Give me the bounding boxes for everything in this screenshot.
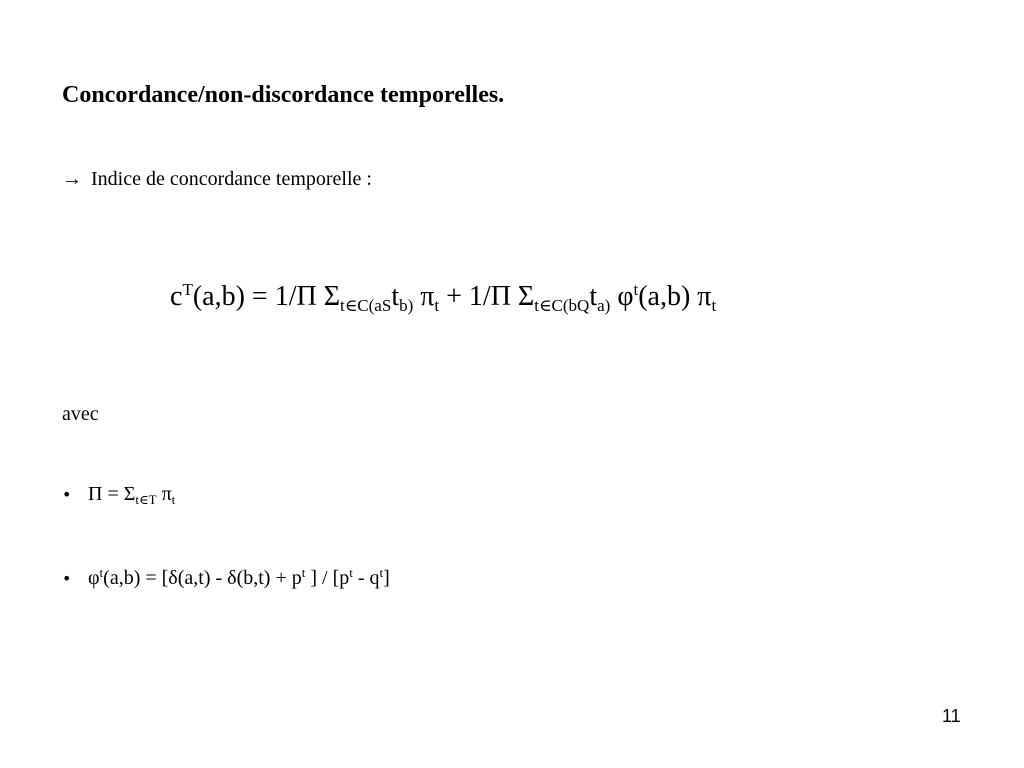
slide-title: Concordance/non-discordance temporelles.: [62, 82, 505, 108]
formula-sum1-tsub: b): [399, 296, 414, 315]
bullet2-part2: ] / [p: [305, 567, 350, 589]
bullet2-part3: - q: [352, 567, 380, 589]
subtitle: [62, 168, 372, 191]
bullet2-q-sup: t: [379, 565, 384, 580]
bullet-icon: •: [62, 485, 72, 504]
bullet-phi-definition: [62, 565, 390, 590]
formula-sum2-tsub: a): [597, 296, 611, 315]
bullet1-pi-sub: t: [171, 492, 176, 507]
bullet2-part4: ]: [383, 567, 390, 589]
bullet1-pi: π: [156, 483, 172, 505]
bullet2-p-sup: t: [301, 565, 306, 580]
formula-pi1-sub: t: [434, 296, 440, 315]
formula-sum1-sub: t∈C(aS: [340, 296, 392, 315]
bullet2-part1: (a,b) = [δ(a,t) - δ(b,t) + p: [103, 567, 302, 589]
avec-label: avec: [62, 403, 99, 425]
formula-pi2-sub: t: [711, 296, 717, 315]
formula-c: c: [170, 281, 183, 312]
bullet2-p2-sup: t: [349, 565, 353, 580]
formula-c-sup: T: [182, 280, 193, 299]
bullet-pi-definition: [62, 483, 175, 508]
formula-sum1-t: t: [391, 281, 400, 312]
right-arrow-icon: →: [62, 168, 82, 190]
bullet1-sub: t∈T: [135, 492, 157, 507]
formula-part1: (a,b) = 1/Π Σ: [192, 281, 340, 312]
formula-part3: (a,b) π: [638, 281, 712, 312]
page-number: 11: [942, 706, 961, 726]
concordance-formula: [170, 280, 716, 316]
formula-phi: φ: [610, 281, 634, 312]
formula-sum2-sub: t∈C(bQ: [534, 296, 590, 315]
formula-part2: + 1/Π Σ: [439, 281, 535, 312]
bullet1-lhs: Π = Σ: [88, 483, 136, 505]
formula-sum2-t: t: [589, 281, 598, 312]
bullet2-phi-sup: t: [99, 565, 104, 580]
formula-pi1: π: [413, 281, 435, 312]
subtitle-text: Indice de concordance temporelle :: [91, 168, 372, 190]
bullet-icon: •: [62, 569, 72, 588]
formula-phi-sup: t: [633, 280, 639, 299]
bullet2-phi: φ: [88, 567, 100, 589]
